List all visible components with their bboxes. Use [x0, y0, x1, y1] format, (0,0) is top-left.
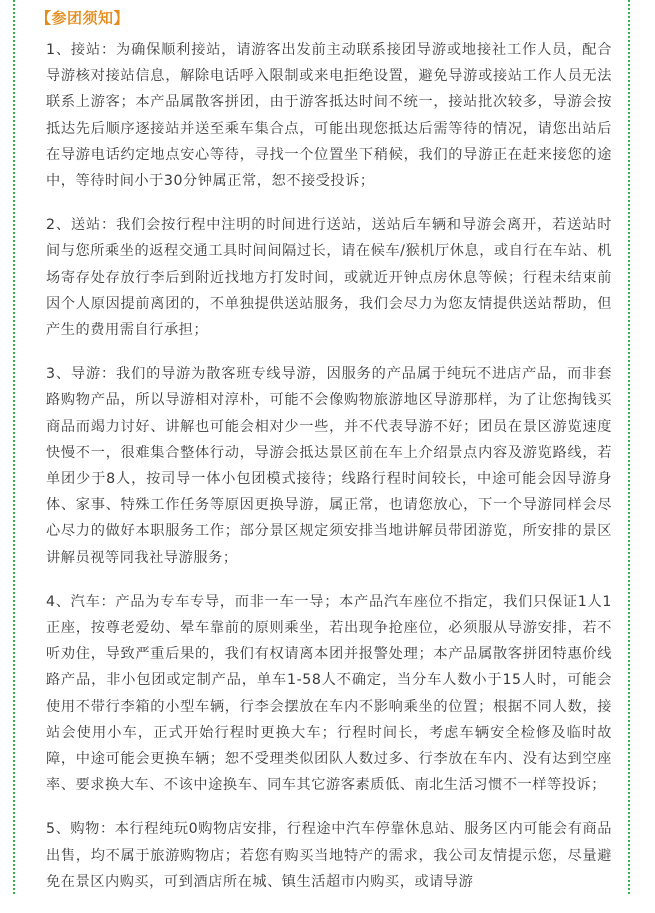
notice-item-pickup: 1、接站：为确保顺利接站，请游客出发前主动联系接团导游或地接社工作人员，配合导游核对接站信息，解除电话呼入限制或来电拒绝设置，避免导游或接站工作人员无法联系上游客；本产品属散客拼团，由于游客抵达时间不统一，接站批次较多，导游会按抵达先后顺序逐接站并送至乘车集合点，可能出现您抵达后需等待的情况，请您出站后在导游电话约定地点安心等待，寻找一个位置坐下稍候，我们的导游正在赶来接您的途中，等待时间小于30分钟属正常，恕不接受投诉； — [46, 42, 612, 190]
notice-item-shopping: 5、购物：本行程纯玩0购物店安排，行程途中汽车停靠休息站、服务区内可能会有商品出售，均不属于旅游购物店；若您有购买当地特产的需求，我公司友情提示您，尽量避免在景区内购买，可到酒店所在城、镇生活超市内购买，或请导游 — [46, 821, 612, 890]
notice-item-dropoff: 2、送站：我们会按行程中注明的时间进行送站，送站后车辆和导游会离开，若送站时间与您所乘坐的返程交通工具时间间隔过长，请在候车/猴机厅休息，或自行在车站、机场寄存处存放行李后到附近找地方打发时间，或就近开钟点房休息等候；行程未结束前因个人原因提前离团的，不单独提供送站服务，我们会尽力为您友情提供送站帮助，但产生的费用需自行承担； — [46, 217, 612, 339]
notice-item-guide: 3、导游：我们的导游为散客班专线导游，因服务的产品属于纯玩不进店产品，而非套路购物产品，所以导游相对淳朴，可能不会像购物旅游地区导游那样，为了让您掏钱买商品而竭力讨好、讲解也可能会相对少一些，并不代表导游不好；团员在景区游览速度快慢不一，很难集合整体行动，导游会抵达景区前在车上介绍景点内容及游览路线，若单团少于8人，按司导一体小包团模式接待；线路行程时间较长，中途可能会因导游身体、家事、特殊工作任务等原因更换导游，属正常，也请您放心，下一个导游同样会尽心尽力的做好本职服务工作；部分景区规定须安排当地讲解员带团游览，所安排的景区讲解员视等同我社导游服务； — [46, 366, 612, 566]
notice-item-vehicle: 4、汽车：产品为专车专导，而非一车一导；本产品汽车座位不指定，我们只保证1人1正座，按尊老爱幼、晕车靠前的原则乘坐，若出现争抢座位，必须服从导游安排，若不听劝住，导致严重后果的，我们有权请离本团并报警处理；本产品属散客拼团特惠价线路产品，非小包团或定制产品，单车1-58人不确定，当分车人数小于15人时，可能会使用不带行李箱的小型车辆，行李会摆放在车内不影响乘坐的位置；根据不同人数，接站会使用小车，正式开始行程时更换大车；行程时间长，考虑车辆安全检修及临时故障，中途可能会更换车辆；恕不受理类似团队人数过多、行李放在车内、没有达到空座率、要求换大车、不该中途换车、同车其它游客素质低、南北生活习惯不一样等投诉； — [46, 593, 612, 794]
notice-content — [46, 37, 612, 913]
section-heading: 【参团须知】 — [36, 9, 130, 27]
